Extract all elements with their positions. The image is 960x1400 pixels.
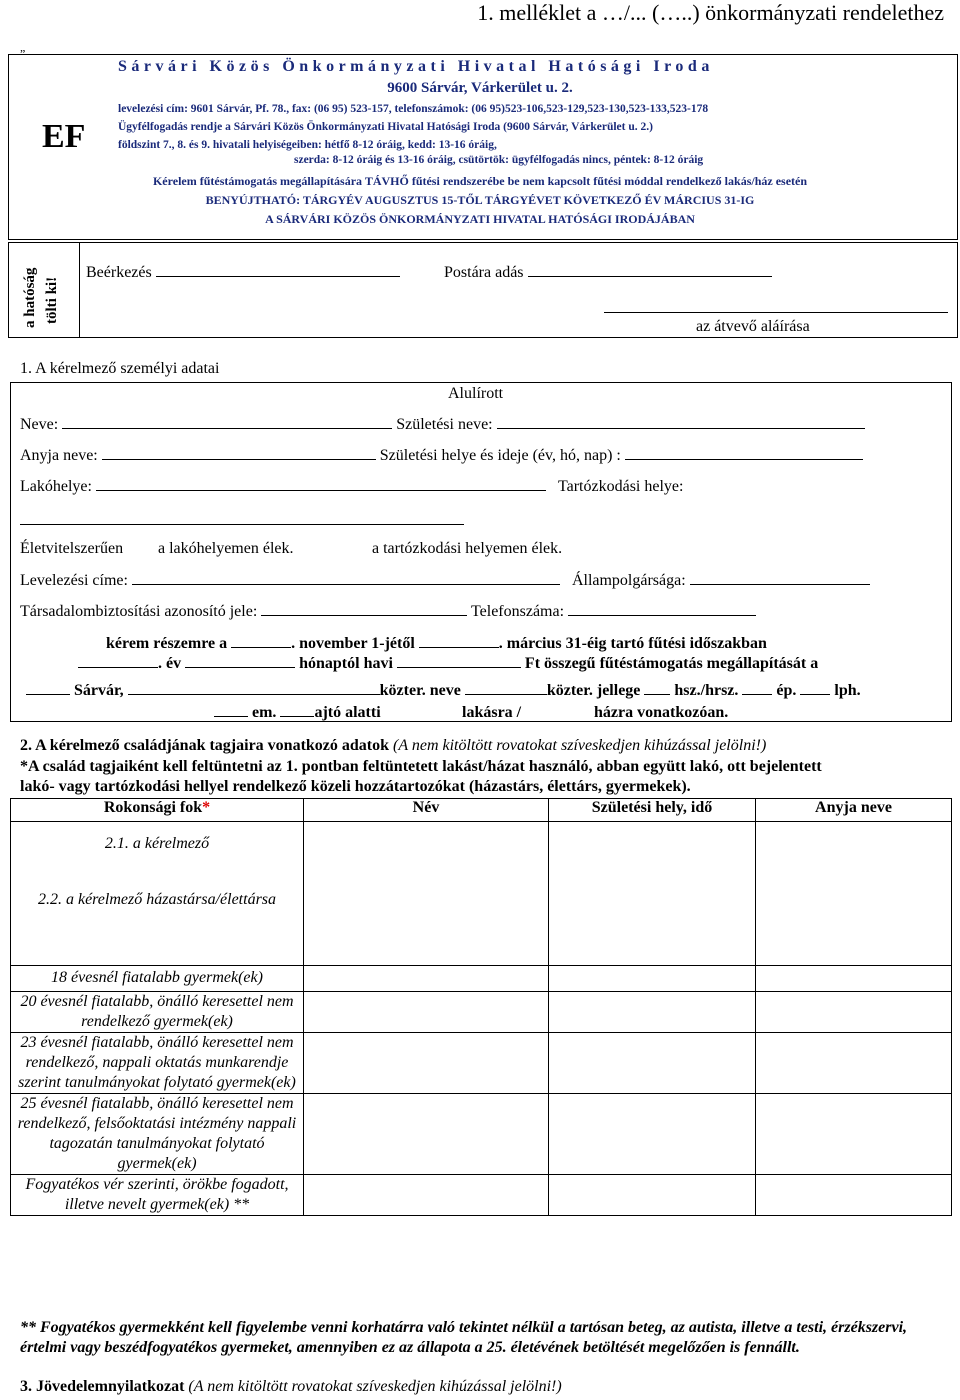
row-mother: Anyja neve: Születési helye és ideje (év, hó, nap) : <box>20 447 863 465</box>
receiver-signature-line[interactable] <box>604 312 948 313</box>
request-title: Kérelem fűtéstámogatás megállapítására TÁVHŐ fűtési rendszerébe be nem kapcsolt fűtési móddal rendelkező lakás/ház esetén <box>152 174 808 188</box>
door-field[interactable] <box>280 715 314 717</box>
street-name-field[interactable] <box>128 693 380 695</box>
row-label: 20 évesnél fiatalabb, önálló keresettel nem rendelkező gyermek(ek) <box>20 993 294 1030</box>
lph-field[interactable] <box>800 693 830 695</box>
row-label: 2.1. a kérelmező <box>104 835 210 852</box>
row-label: 25 évesnél fiatalabb, önálló keresettel nem rendelkező, felsőoktatási intézmény nappali tagozatán tanulmányokat folytató gyermek(ek) <box>17 1095 297 1172</box>
stay-place-field[interactable] <box>20 524 464 525</box>
col-relation: Rokonsági fok* <box>11 799 304 822</box>
taj-field[interactable] <box>261 614 467 616</box>
table-row <box>11 1033 952 1094</box>
section2-note-2: lakó- vagy tartózkodási hellyel rendelkező közeli hozzátartozókat (házastárs, élettárs, gyermekek). <box>20 778 691 795</box>
col-mother: Anyja neve <box>756 799 952 822</box>
undersigned: Alulírott <box>448 385 504 402</box>
table-row <box>11 822 952 872</box>
row-mailing: Levelezési címe: Állampolgársága: <box>20 572 870 590</box>
year-from-field[interactable] <box>231 646 291 648</box>
table-row <box>11 1175 952 1216</box>
row-taj: Társadalombiztosítási azonosító jele: Telefonszáma: <box>20 603 756 621</box>
section3-title-row <box>20 1378 562 1396</box>
section1-title: 1. A kérelmező személyi adatai <box>20 360 220 377</box>
mailing-field[interactable] <box>132 583 560 585</box>
ep-field[interactable] <box>742 693 772 695</box>
table-row <box>11 966 952 992</box>
quote-mark: „ <box>20 40 26 54</box>
row-label: Fogyatékos vér szerinti, örökbe fogadott, illetve nevelt gyermek(ek) ** <box>25 1176 289 1213</box>
section2-title: 2. A kérelmező családjának tagjaira vonatkozó adatok <box>20 737 390 754</box>
mother-name-field[interactable] <box>102 458 376 460</box>
year-to-field[interactable] <box>419 646 499 648</box>
row-flat: em. ajtó alatti <box>214 704 381 722</box>
authority-label-2: tölti ki! <box>44 276 60 324</box>
section2-note: (A nem kitöltött rovatokat szíveskedjen kihúzással jelölni!) <box>393 737 767 754</box>
authority-label-cell <box>8 242 80 338</box>
flat-option[interactable]: lakásra / <box>462 704 522 721</box>
section3-title: 3. Jövedelemnyilatkozat <box>20 1378 185 1395</box>
table-row <box>11 992 952 1033</box>
footnote: ** Fogyatékos gyermekként kell figyelembe venni korhatárra való tekintet nélkül a tartósan beteg, az autista, illetve a testi, érzékszervi, értelmi vagy beszédfogyatékos gyermeket, amennyiben ez az állapota a 25. életévének betöltését megelőzően is fennállt. <box>20 1319 908 1356</box>
family-table <box>10 798 952 1216</box>
office-hours-1: Ügyfélfogadás rendje a Sárvári Közös Önkormányzati Hivatal Hatósági Iroda (9600 Sárvár, Várkerület u. 2.) <box>118 121 653 133</box>
section2-note-1: *A család tagjaiként kell feltüntetni az 1. pontban feltüntetett lakást/házat használó, abban együtt lakó, ott bejelentett <box>20 758 822 775</box>
phone-field[interactable] <box>568 614 756 616</box>
hsz-field[interactable] <box>644 693 670 695</box>
table-header-row <box>11 799 952 822</box>
birth-name-field[interactable] <box>497 427 865 429</box>
form-code: EF <box>42 118 86 155</box>
receiver-signature-label: az átvevő aláírása <box>696 318 810 335</box>
page-header: 1. melléklet a …/... (…..) önkormányzati rendelethez <box>477 0 944 25</box>
section3-note: (A nem kitöltött rovatokat szíveskedjen kihúzással jelölni!) <box>188 1378 562 1395</box>
amount-field[interactable] <box>397 666 521 668</box>
name-field[interactable] <box>62 427 392 429</box>
mother-cell[interactable] <box>756 822 952 966</box>
row-label: 18 évesnél fiatalabb gyermek(ek) <box>51 969 263 986</box>
name-cell[interactable] <box>304 822 549 966</box>
row-request-1: kérem részemre a . november 1-jétől . március 31-éig tartó fűtési időszakban <box>106 635 767 652</box>
living-label: Életvitelszerűen <box>20 540 124 557</box>
office-address: 9600 Sárvár, Várkerület u. 2. <box>387 80 573 96</box>
living-option-residence[interactable]: a lakóhelyemen élek. <box>158 540 294 557</box>
received-label: Beérkezés <box>86 264 400 282</box>
received-field[interactable] <box>156 275 400 277</box>
office-name: Sárvári Közös Önkormányzati Hivatal Hatósági Iroda <box>118 58 714 75</box>
office-hours-2: földszint 7., 8. és 9. hivatali helyiségeiben: hétfő 8-12 óráig, kedd: 13-16 óráig, <box>118 139 497 151</box>
posted-field[interactable] <box>528 275 772 277</box>
row-label: 2.2. a kérelmező házastársa/élettársa <box>37 890 277 908</box>
floor-field[interactable] <box>214 715 248 717</box>
start-month-field[interactable] <box>185 666 295 668</box>
citizenship-field[interactable] <box>690 583 870 585</box>
section2-title-row <box>20 737 766 755</box>
row-request-2: . év hónaptól havi Ft összegű fűtéstámogatás megállapítását a <box>78 655 818 673</box>
col-birth: Születési hely, idő <box>549 799 756 822</box>
birth-place-date-field[interactable] <box>625 458 863 460</box>
submit-deadline: BENYÚJTHATÓ: TÁRGYÉV AUGUSZTUS 15-TŐL TÁRGYÉVET KÖVETKEZŐ ÉV MÁRCIUS 31-IG <box>205 193 755 207</box>
row-address: Sárvár, közter. neve közter. jellege hsz./hrsz. ép. lph. <box>26 682 861 700</box>
authority-label-1: a hatóság <box>22 267 38 328</box>
table-row <box>11 1094 952 1175</box>
living-option-stay[interactable]: a tartózkodási helyemen élek. <box>372 540 563 557</box>
submit-place: A SÁRVÁRI KÖZÖS ÖNKORMÁNYZATI HIVATAL HATÓSÁGI IRODÁJÁBAN <box>265 212 695 226</box>
house-option[interactable]: házra vonatkozóan. <box>594 704 729 721</box>
row-name: Neve: Születési neve: <box>20 416 865 434</box>
zip-field[interactable] <box>26 693 70 695</box>
row-label: 23 évesnél fiatalabb, önálló keresettel nem rendelkező, nappali oktatás munkarendje szerint tanulmányokat folytató gyermek(ek) <box>18 1034 296 1091</box>
authority-box <box>8 242 958 338</box>
office-hours-3: szerda: 8-12 óráig és 13-16 óráig, csütörtök: ügyfélfogadás nincs, péntek: 8-12 óráig <box>294 154 704 166</box>
row-residence: Lakóhelye: Tartózkodási helye: <box>20 478 684 495</box>
residence-field[interactable] <box>96 489 546 491</box>
birth-cell[interactable] <box>549 822 756 966</box>
col-name: Név <box>304 799 549 822</box>
posted-label: Postára adás <box>444 264 772 282</box>
office-contact: levelezési cím: 9601 Sárvár, Pf. 78., fax: (06 95) 523-157, telefonszámok: (06 95)523-106,523-129,523-130,523-133,523-178 <box>118 103 709 115</box>
start-year-field[interactable] <box>78 666 158 668</box>
street-type-field[interactable] <box>465 693 547 695</box>
